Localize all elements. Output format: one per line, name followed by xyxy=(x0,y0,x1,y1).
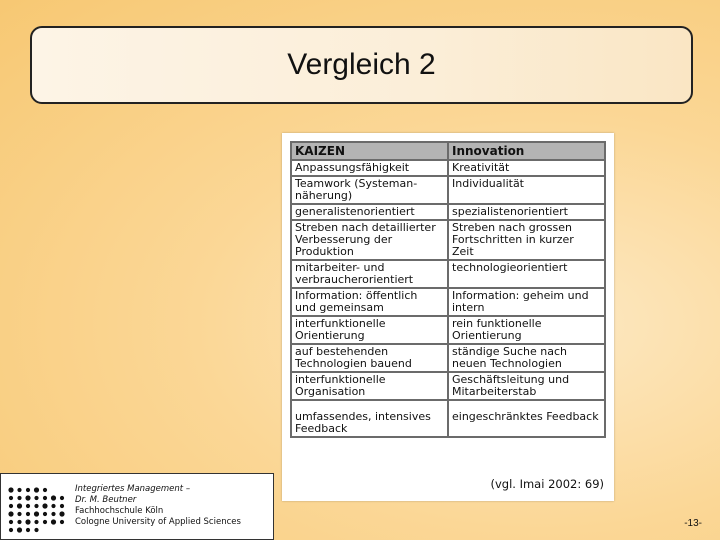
logo-dot xyxy=(25,495,30,500)
title-frame xyxy=(30,26,693,104)
kaizen-cell: Anpassungsfähigkeit xyxy=(291,160,448,176)
table-row xyxy=(291,288,605,316)
author-name: Dr. M. Beutner xyxy=(75,495,137,505)
logo-dot xyxy=(25,519,30,524)
comparison-document xyxy=(282,133,614,501)
kaizen-cell: Streben nach detaillierter Verbesserung der Produktion xyxy=(291,220,448,260)
page-number: -13- xyxy=(684,518,702,529)
table-row xyxy=(291,260,605,288)
logo-dot xyxy=(51,504,55,508)
logo-dot xyxy=(42,503,47,508)
table-row xyxy=(291,176,605,204)
table-row xyxy=(291,344,605,372)
innovation-cell: Individualität xyxy=(448,176,605,204)
logo-dot xyxy=(43,488,47,492)
logo-dot xyxy=(26,528,30,532)
footer-text xyxy=(75,484,241,528)
table-body xyxy=(291,160,605,437)
logo-dot xyxy=(8,487,13,492)
logo-dot xyxy=(51,519,56,524)
kaizen-cell: mitarbeiter- und verbraucherorientiert xyxy=(291,260,448,288)
logo-dot xyxy=(34,511,39,516)
logo-dot xyxy=(34,496,38,500)
institution-name: Fachhochschule Köln xyxy=(75,506,164,516)
logo-dot xyxy=(34,504,38,508)
dot-grid-logo-icon xyxy=(7,486,69,534)
kaizen-cell: umfassendes, intensives Feedback xyxy=(291,400,448,437)
logo-dot xyxy=(34,520,38,524)
logo-dot xyxy=(34,487,39,492)
table-row xyxy=(291,316,605,344)
logo-dot xyxy=(60,496,64,500)
logo-dot xyxy=(9,520,13,524)
innovation-cell: rein funktionelle Orientierung xyxy=(448,316,605,344)
logo-dot xyxy=(26,488,30,492)
kaizen-cell: generalistenorientiert xyxy=(291,204,448,220)
kaizen-cell: interfunktionelle Organisation xyxy=(291,372,448,400)
kaizen-cell: Information: öffentlich und gemeinsam xyxy=(291,288,448,316)
innovation-cell: eingeschränktes Feedback xyxy=(448,400,605,437)
citation: (vgl. Imai 2002: 69) xyxy=(490,477,604,491)
logo-dot xyxy=(51,495,56,500)
comparison-table xyxy=(290,141,606,438)
table-row xyxy=(291,220,605,260)
kaizen-cell: auf bestehenden Technologien bauend xyxy=(291,344,448,372)
logo-dot xyxy=(17,496,21,500)
institution-name-english: Cologne University of Applied Sciences xyxy=(75,517,241,527)
table-row xyxy=(291,204,605,220)
innovation-cell: Streben nach grossen Fortschritten in kurzer Zeit xyxy=(448,220,605,260)
innovation-cell: ständige Suche nach neuen Technologien xyxy=(448,344,605,372)
logo-dot xyxy=(17,512,21,516)
logo-dot xyxy=(60,504,64,508)
logo-dot xyxy=(17,520,21,524)
logo-dot xyxy=(9,528,13,532)
kaizen-cell: interfunktionelle Orientierung xyxy=(291,316,448,344)
table-row xyxy=(291,400,605,437)
logo-dot xyxy=(26,512,30,516)
column-header-kaizen: KAIZEN xyxy=(291,142,448,160)
innovation-cell: Geschäftsleitung und Mitarbeiterstab xyxy=(448,372,605,400)
logo-dot xyxy=(60,520,64,524)
innovation-cell: technologieorientiert xyxy=(448,260,605,288)
logo-dot xyxy=(59,511,64,516)
column-header-innovation: Innovation xyxy=(448,142,605,160)
table-header-row xyxy=(291,142,605,160)
footer-logo-box xyxy=(0,473,274,540)
logo-dot xyxy=(26,504,30,508)
innovation-cell: spezialistenorientiert xyxy=(448,204,605,220)
logo-dot xyxy=(43,520,47,524)
slide-title: Vergleich 2 xyxy=(287,48,436,81)
logo-dot xyxy=(43,496,47,500)
kaizen-cell: Teamwork (Systeman- näherung) xyxy=(291,176,448,204)
logo-dot xyxy=(17,503,22,508)
logo-dot xyxy=(9,504,13,508)
logo-dot xyxy=(8,511,13,516)
logo-dot xyxy=(34,528,38,532)
logo-dot xyxy=(17,527,22,532)
innovation-cell: Kreativität xyxy=(448,160,605,176)
table-row xyxy=(291,372,605,400)
logo-dot xyxy=(17,488,21,492)
logo-dot xyxy=(51,512,55,516)
table-row xyxy=(291,160,605,176)
logo-dot xyxy=(43,512,47,516)
logo-dot xyxy=(9,496,13,500)
innovation-cell: Information: geheim und intern xyxy=(448,288,605,316)
course-name: Integriertes Management – xyxy=(75,484,191,494)
